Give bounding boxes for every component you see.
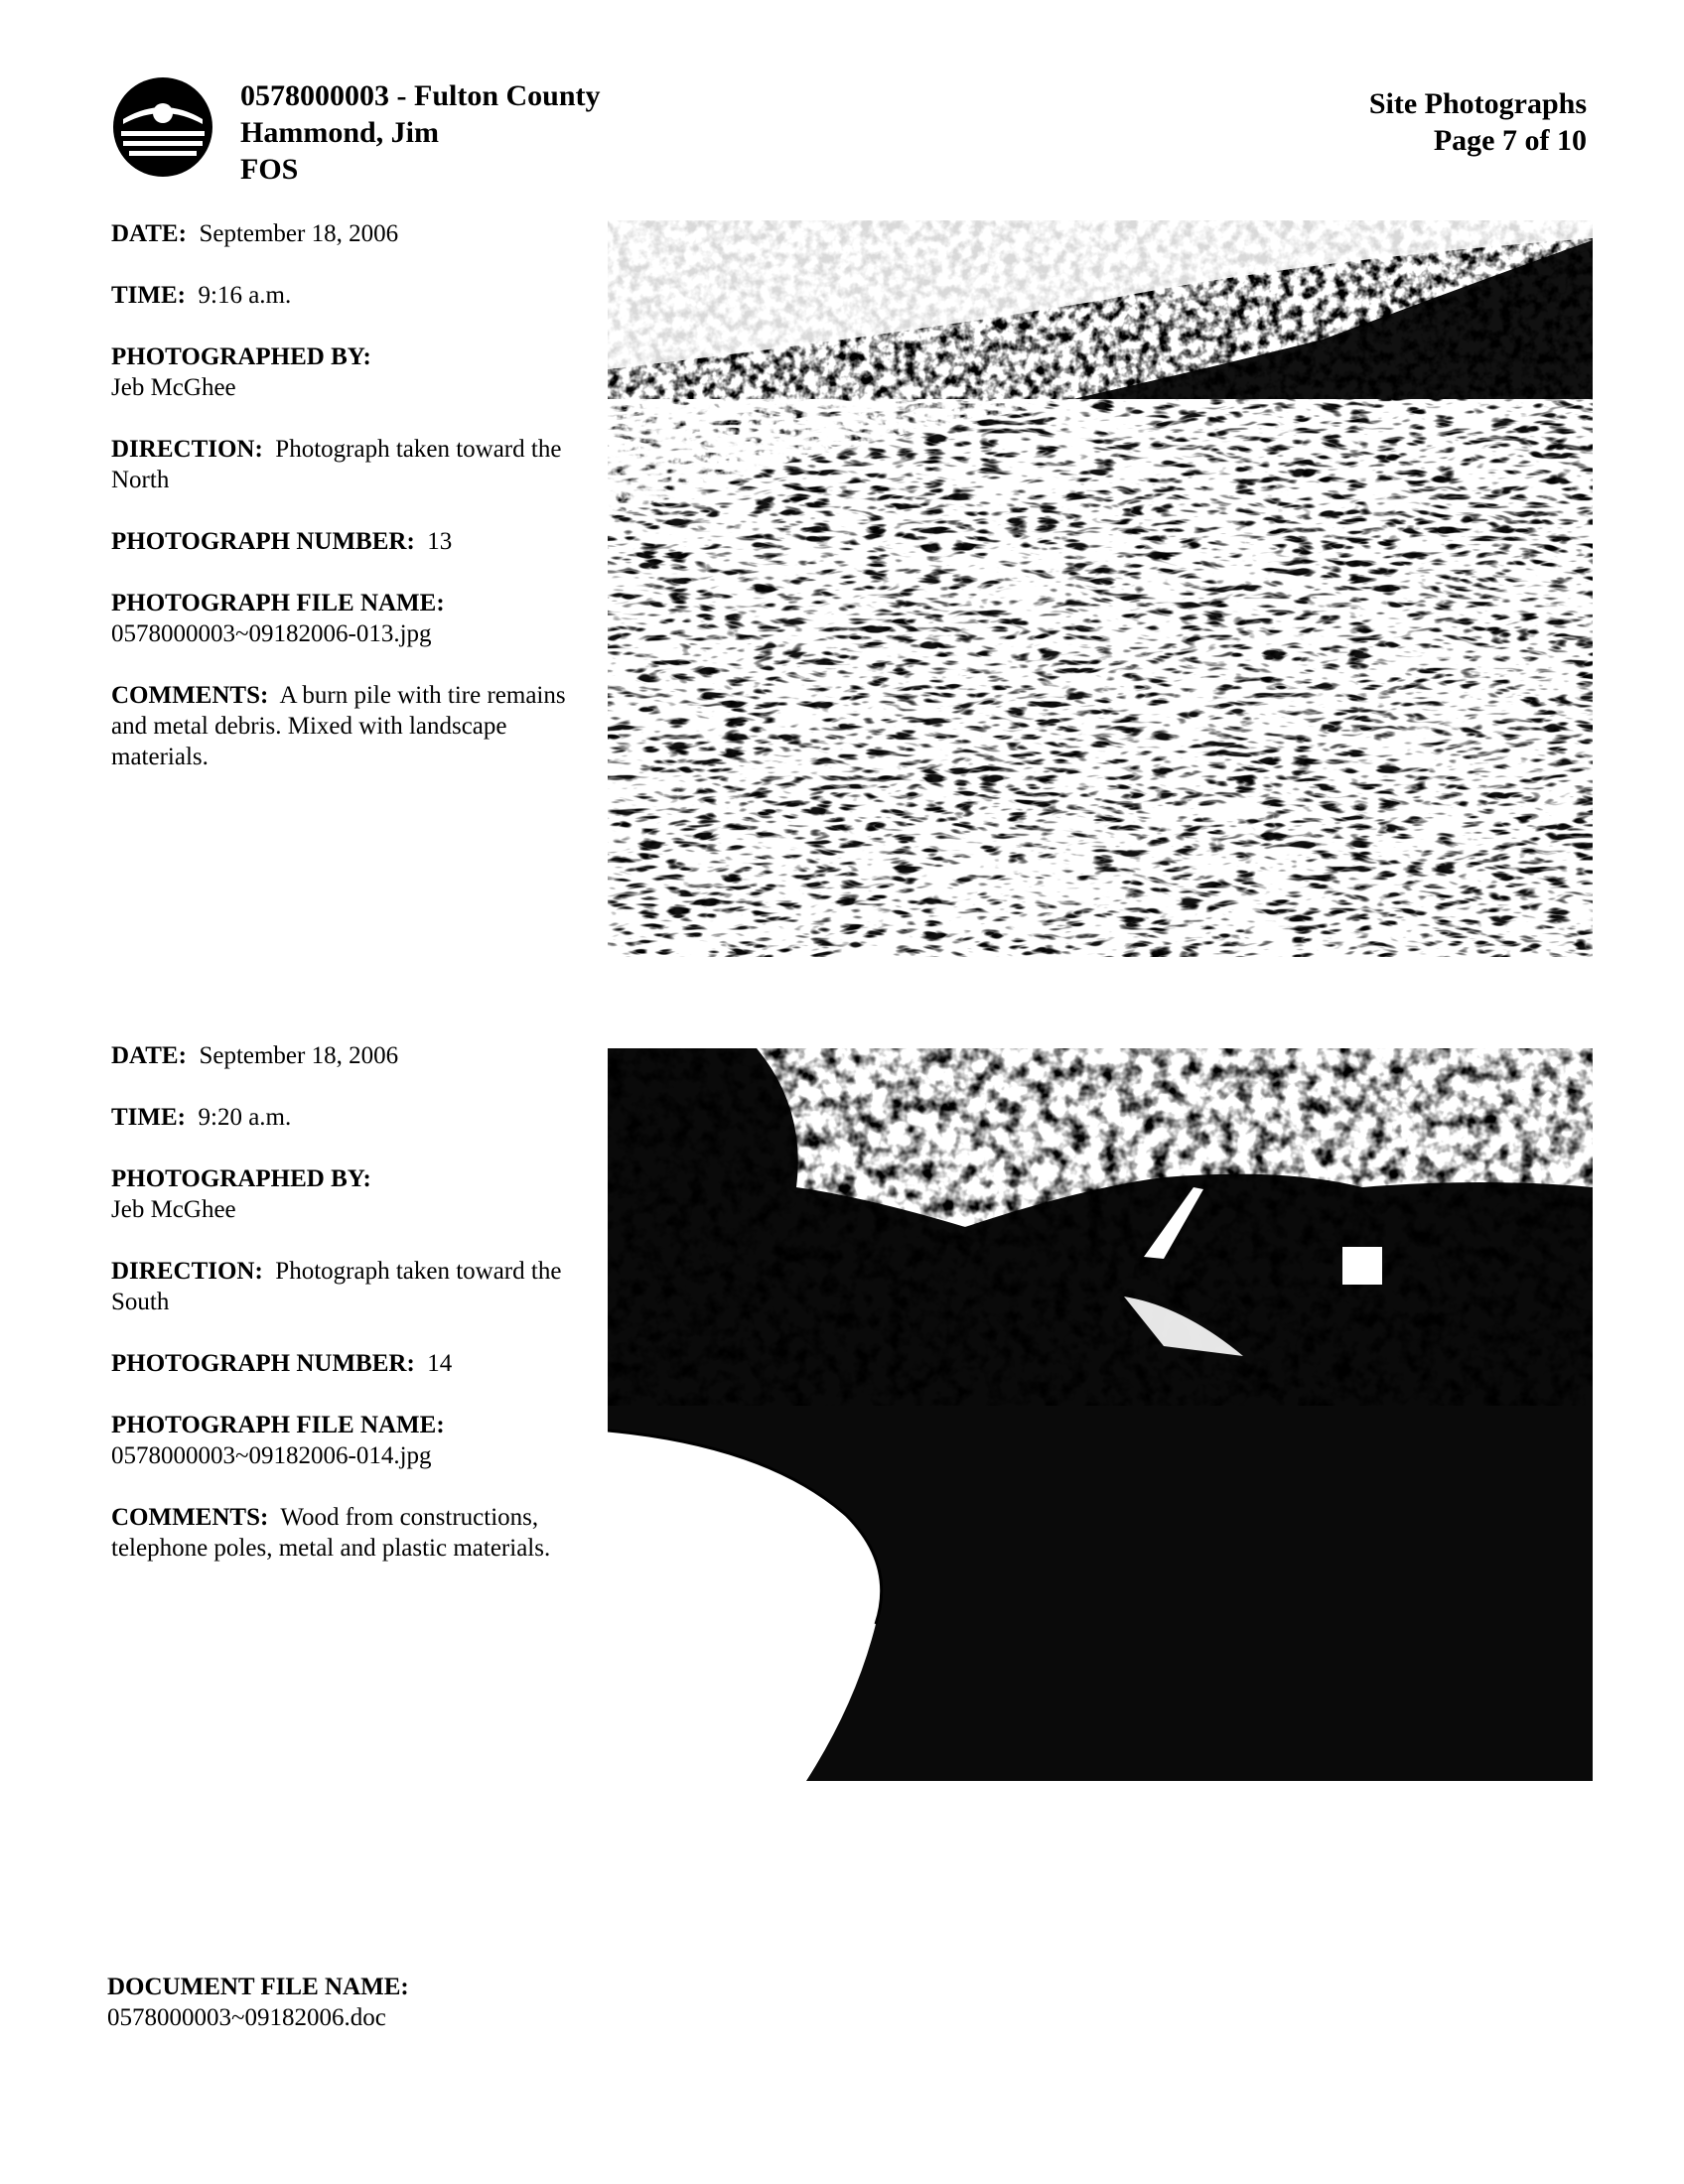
doc-file-label: DOCUMENT FILE NAME:: [107, 1974, 409, 2000]
photo-number-value: 13: [427, 528, 453, 555]
comments-value: A burn pile with tire remains and metal debris. Mixed with landscape materials.: [111, 682, 566, 770]
photographer-name: Jeb McGhee: [111, 374, 236, 401]
date-label: DATE:: [111, 220, 187, 247]
doc-file-value: 0578000003~09182006.doc: [107, 2004, 386, 2031]
photo-file-value: 0578000003~09182006-014.jpg: [111, 1442, 432, 1469]
site-id-county: 0578000003 - Fulton County: [240, 79, 601, 112]
time-label: TIME:: [111, 282, 186, 309]
page-number: Page 7 of 10: [1433, 124, 1587, 157]
time-value: 9:16 a.m.: [198, 282, 292, 309]
site-photo-13: [608, 220, 1593, 957]
direction-value: Photograph taken toward the North: [111, 436, 562, 493]
photo-file-label: PHOTOGRAPH FILE NAME:: [111, 1412, 445, 1438]
site-header: [240, 77, 601, 188]
photo-file-value: 0578000003~09182006-013.jpg: [111, 620, 432, 647]
photographed-by-label: PHOTOGRAPHED BY:: [111, 343, 371, 370]
section-title: Site Photographs: [1368, 87, 1587, 120]
comments-label: COMMENTS:: [111, 682, 269, 709]
time-value: 9:20 a.m.: [198, 1104, 292, 1131]
photo-number-value: 14: [427, 1350, 453, 1377]
photo-entry-2: [111, 1040, 578, 1594]
comments-value: Wood from constructions, telephone poles, metal and plastic materials.: [111, 1504, 551, 1562]
direction-label: DIRECTION:: [111, 436, 263, 463]
photo-entry-1: [111, 218, 578, 803]
photographed-by-label: PHOTOGRAPHED BY:: [111, 1165, 371, 1192]
comments-label: COMMENTS:: [111, 1504, 269, 1531]
office-code: FOS: [240, 153, 299, 186]
document-file-name: [107, 1972, 409, 2033]
agency-logo: [111, 75, 214, 179]
page-header-right: [1369, 85, 1587, 159]
date-value: September 18, 2006: [199, 1042, 399, 1069]
photographer-name: Jeb McGhee: [111, 1196, 236, 1223]
time-label: TIME:: [111, 1104, 186, 1131]
direction-label: DIRECTION:: [111, 1258, 263, 1285]
date-label: DATE:: [111, 1042, 187, 1069]
direction-value: Photograph taken toward the South: [111, 1258, 562, 1315]
date-value: September 18, 2006: [199, 220, 399, 247]
photo-number-label: PHOTOGRAPH NUMBER:: [111, 528, 415, 555]
photo-number-label: PHOTOGRAPH NUMBER:: [111, 1350, 415, 1377]
owner-name: Hammond, Jim: [240, 116, 440, 149]
photo-file-label: PHOTOGRAPH FILE NAME:: [111, 590, 445, 616]
site-photo-14: [608, 1048, 1593, 1781]
